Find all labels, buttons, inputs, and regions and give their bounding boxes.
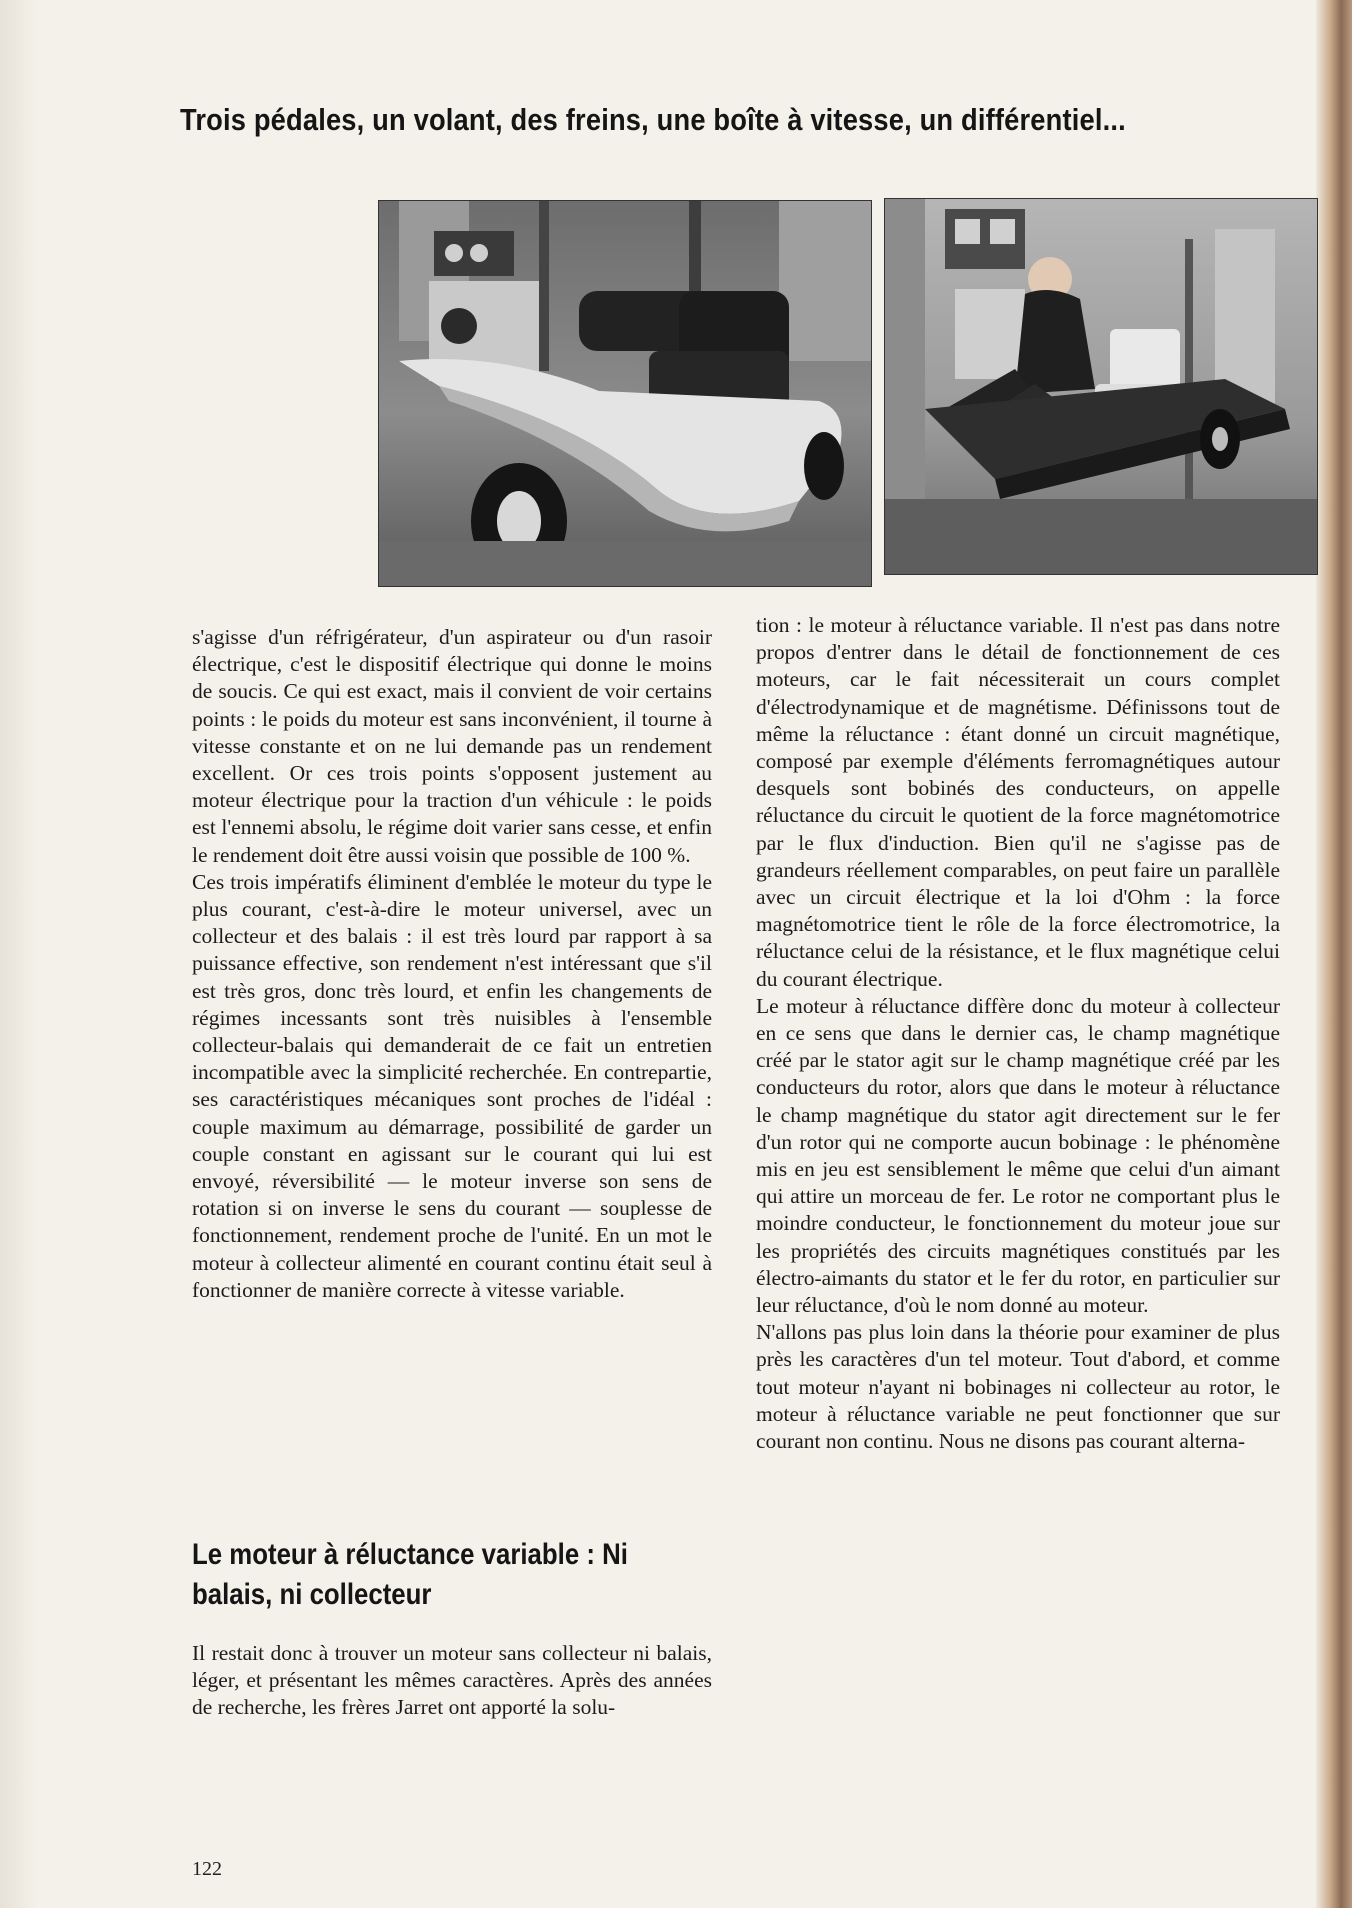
article-column-right — [756, 612, 1280, 1455]
page-headline: Trois pédales, un volant, des freins, une boîte à vitesse, un différentiel... — [180, 102, 1126, 137]
photo-chassis-with-driver-drawing — [885, 199, 1317, 574]
paragraph: s'agisse d'un réfrigérateur, d'un aspirateur ou d'un rasoir électrique, c'est le dispositif électrique qui donne le moins de soucis. Ce qui est exact, mais il convient de voir certains points : le poids du moteur est sans inconvénient, il tourne à vitesse constante et on ne lui demande pas un rendement excellent. Or ces trois points s'opposent justement au moteur électrique pour la traction d'un véhicule : le poids est l'ennemi absolu, le régime doit varier sans cesse, et enfin le rendement doit être aussi voisin que possible de 100 %. — [192, 625, 712, 867]
page-edge-left — [0, 0, 38, 1908]
page-edge-right — [1316, 0, 1352, 1908]
paragraph: Le moteur à réluctance diffère donc du moteur à collecteur en ce sens que dans le dernier cas, le champ magnétique créé par le stator agit sur le champ magnétique créé par les conducteurs du rotor, alors que dans le moteur à réluctance le champ magnétique du stator agit directement sur le fer d'un rotor qui ne comporte aucun bobinage : le phénomène mis en jeu est sensiblement le même que celui d'un aimant qui attire un morceau de fer. Le rotor ne comportant plus le moindre conducteur, le fonctionnement du moteur joue sur les propriétés des circuits magnétiques constitués par les électro-aimants du stator et le fer du rotor, en particulier sur leur réluctance, d'où le nom donné au moteur. — [756, 993, 1280, 1318]
photo-electric-tricycle — [378, 200, 872, 587]
page-number: 122 — [192, 1858, 222, 1880]
article-column-left — [192, 624, 712, 1304]
paragraph: N'allons pas plus loin dans la théorie pour examiner de plus près les caractères d'un tel moteur. Tout d'abord, et comme tout moteur n'ayant ni bobinages ni collecteur au rotor, le moteur à réluctance variable ne peut fonctionner que sur courant non continu. Nous ne disons pas courant alterna- — [756, 1320, 1280, 1454]
paragraph: tion : le moteur à réluctance variable. Il n'est pas dans notre propos d'entrer dans le détail de fonctionnement de ces moteurs, car le fait nécessiterait un cours complet d'électrodynamique et de magnétisme. Définissons tout de même la réluctance : étant donné un circuit magnétique, composé par exemple d'éléments ferromagnétiques autour desquels sont bobinés des conducteurs, on appelle réluctance du circuit le quotient de la force magnétomotrice par le flux d'induction. Bien qu'il ne s'agisse pas de grandeurs réellement comparables, on peut faire un parallèle avec un circuit électrique et la loi d'Ohm : la force magnétomotrice tient le rôle de la force électromotrice, la réluctance celui de la résistance, et le flux magnétique celui du courant électrique. — [756, 613, 1280, 991]
photo-chassis-with-driver — [884, 198, 1318, 575]
paragraph: Il restait donc à trouver un moteur sans collecteur ni balais, léger, et présentant les mêmes caractères. Après des années de recherche, les frères Jarret ont apporté la solu- — [192, 1641, 712, 1720]
photo-electric-tricycle-drawing — [379, 201, 871, 586]
paragraph: Ces trois impératifs éliminent d'emblée le moteur du type le plus courant, c'est-à-dire le moteur universel, avec un collecteur et des balais : il est très lourd par rapport à sa puissance effective, son rendement n'est intéressant que s'il est très gros, donc très lourd, et enfin les changements de régimes incessants sont très nuisibles à l'ensemble collecteur-balais qui demanderait de ce fait un entretien incompatible avec la simplicité recherchée. En contrepartie, ses caractéristiques mécaniques sont proches de l'idéal : couple maximum au démarrage, possibilité de garder un couple constant en agissant sur le courant qui lui est envoyé, réversibilité — le moteur inverse son sens de rotation si on inverse le sens du courant — souplesse de fonctionnement, rendement proche de l'unité. En un mot le moteur à collecteur alimenté en courant continu était seul à fonctionner de manière correcte à vitesse variable. — [192, 869, 712, 1302]
section-subheading: Le moteur à réluctance variable : Ni balais, ni collecteur — [192, 1538, 628, 1611]
article-column-left-bottom — [192, 1640, 712, 1722]
